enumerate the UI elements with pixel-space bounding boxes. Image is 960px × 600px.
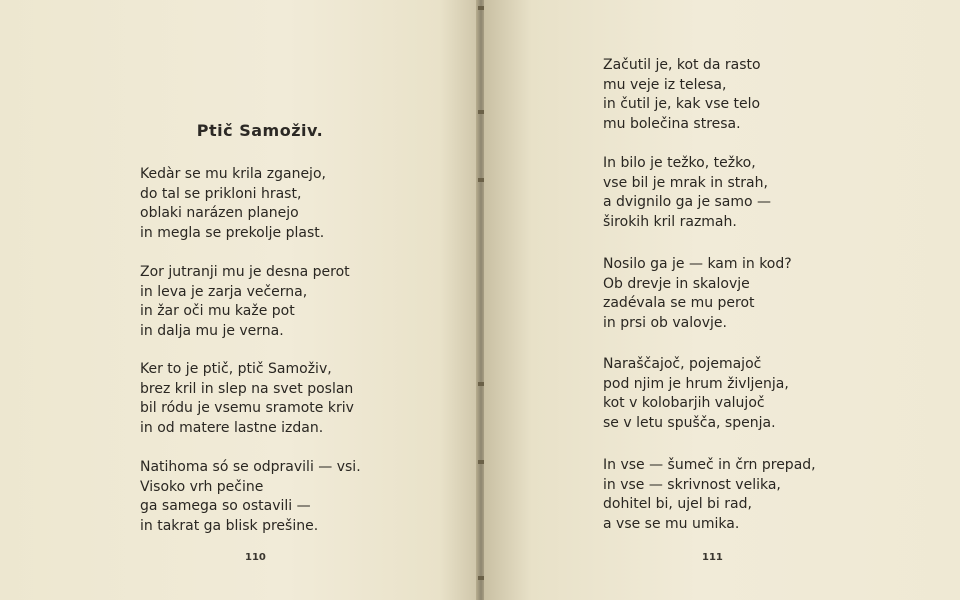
stanza	[603, 56, 761, 134]
verse-line: Zor jutranji mu je desna perot	[140, 264, 350, 280]
verse-line: bil ródu je vsemu sramote kriv	[140, 400, 354, 416]
verse-line: kot v kolobarjih valujoč	[603, 395, 765, 411]
page-number: 110	[245, 552, 266, 563]
verse-line: pod njim je hrum življenja,	[603, 375, 789, 392]
verse-line: in čutil je, kak vse telo	[603, 96, 761, 112]
stanza	[140, 165, 326, 243]
verse-line: in žar oči mu kaže pot	[140, 303, 295, 319]
verse-line: Začutil je, kot da rasto	[603, 57, 761, 73]
verse-line: in takrat ga blisk prešine.	[140, 517, 319, 534]
page-number: 111	[702, 552, 723, 563]
poem-title: Ptič Samoživ.	[196, 121, 324, 140]
verse-line: In bilo je težko, težko,	[603, 155, 756, 171]
verse-line: mu veje iz telesa,	[603, 76, 727, 93]
verse-line: Visoko vrh pečine	[140, 478, 264, 495]
verse-line: Nosilo ga je — kam in kod?	[603, 256, 792, 272]
verse-line: a dvignilo ga je samo —	[603, 194, 772, 210]
verse-line: in vse — skrivnost velika,	[603, 476, 781, 493]
verse-line: širokih kril razmah.	[603, 213, 737, 230]
left-page	[0, 0, 478, 600]
verse-line: Ker to je ptič, ptič Samoživ,	[140, 361, 332, 377]
verse-line: a vse se mu umika.	[603, 515, 740, 532]
verse-line: brez kril in slep na svet poslan	[140, 380, 354, 397]
verse-line: do tal se prikloni hrast,	[140, 185, 302, 202]
verse-line: oblaki narázen planejo	[140, 205, 299, 221]
stanza	[140, 458, 361, 536]
verse-line: ga samega so ostavili —	[140, 498, 311, 514]
verse-line: Natihoma só se odpravili — vsi.	[140, 459, 361, 475]
stanza	[603, 456, 816, 534]
verse-line: vse bil je mrak in strah,	[603, 174, 768, 191]
verse-line: se v letu spušča, spenja.	[603, 414, 776, 431]
verse-line: in megla se prekolje plast.	[140, 224, 325, 241]
verse-line: in od matere lastne izdan.	[140, 419, 324, 436]
stanza	[140, 263, 350, 341]
stanza	[603, 355, 789, 433]
verse-line: Kedàr se mu krila zganejo,	[140, 166, 326, 182]
verse-line: Naraščajoč, pojemajoč	[603, 356, 762, 372]
verse-line: Ob drevje in skalovje	[603, 275, 750, 292]
stanza	[140, 360, 354, 438]
right-page	[484, 0, 960, 600]
verse-line: dohitel bi, ujel bi rad,	[603, 496, 752, 512]
stanza	[603, 154, 771, 232]
verse-line: in dalja mu je verna.	[140, 322, 284, 339]
verse-line: in leva je zarja večerna,	[140, 283, 308, 300]
verse-line: zadévala se mu perot	[603, 295, 755, 311]
verse-line: in prsi ob valovje.	[603, 314, 727, 331]
stanza	[603, 255, 792, 333]
verse-line: In vse — šumeč in črn prepad,	[603, 457, 816, 473]
verse-line: mu bolečina stresa.	[603, 115, 741, 132]
